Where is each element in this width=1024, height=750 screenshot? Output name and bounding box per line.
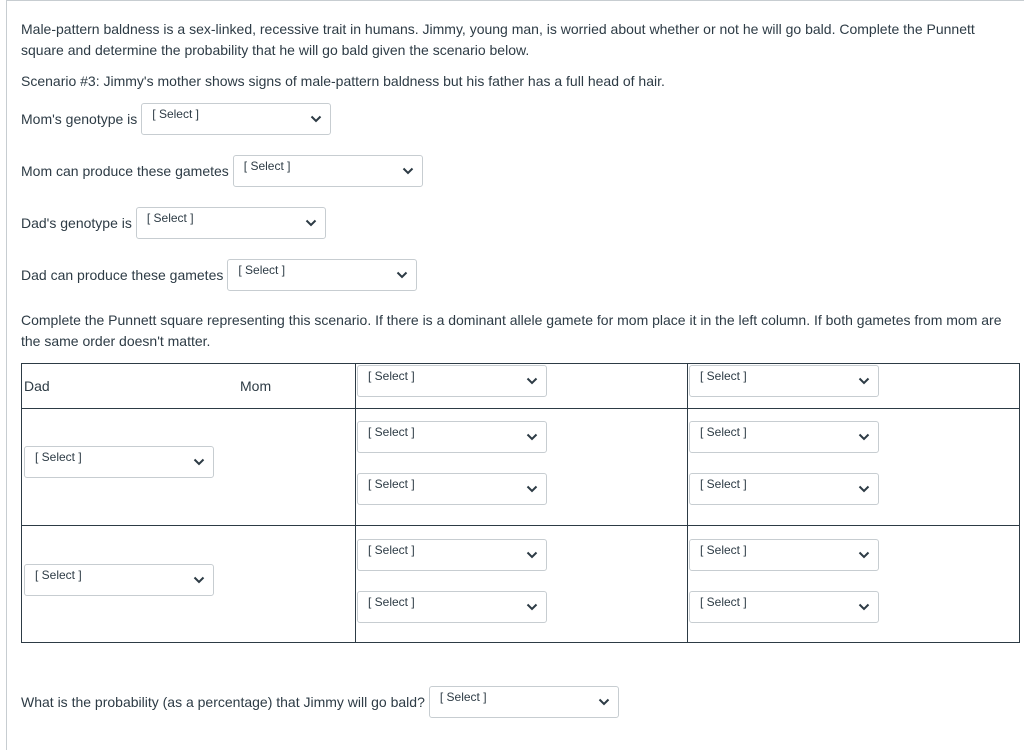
select-value: [ Select ] [700, 543, 747, 557]
probability-row [21, 686, 619, 718]
grid-line [687, 364, 688, 642]
select-value: [ Select ] [368, 477, 415, 491]
chevron-down-icon [858, 376, 870, 386]
chevron-down-icon [402, 166, 414, 176]
mom-genotype-label: Mom's genotype is [21, 111, 138, 127]
dad-gametes-label: Dad can produce these gametes [21, 267, 224, 283]
grid-line [22, 408, 1019, 409]
mom-gametes-label: Mom can produce these gametes [21, 163, 229, 179]
grid-line [22, 525, 1019, 526]
chevron-down-icon [526, 376, 538, 386]
select-value: [ Select ] [700, 477, 747, 491]
dad-gamete-1-select[interactable] [24, 446, 214, 478]
offspring-r1c1-allele-1-select[interactable] [357, 421, 547, 453]
select-value: [ Select ] [700, 425, 747, 439]
chevron-down-icon [858, 602, 870, 612]
select-value: [ Select ] [368, 425, 415, 439]
dad-genotype-row [21, 207, 326, 239]
select-value: [ Select ] [35, 450, 82, 464]
probability-select[interactable] [429, 686, 619, 718]
offspring-r2c1-allele-1-select[interactable] [357, 539, 547, 571]
mom-gametes-select[interactable] [233, 155, 423, 187]
question-intro: Male-pattern baldness is a sex-linked, recessive trait in humans. Jimmy, young man, is worried about whether or not he will go bald. Complete the Punnett square and determine the probability that he will go bald given the scenario below. [21, 21, 975, 58]
dad-genotype-select[interactable] [136, 207, 326, 239]
chevron-down-icon [193, 575, 205, 585]
select-value: [ Select ] [368, 595, 415, 609]
select-value: [ Select ] [243, 159, 291, 173]
select-value: [ Select ] [152, 107, 199, 121]
dad-gametes-select[interactable] [227, 259, 417, 291]
chevron-down-icon [396, 270, 408, 280]
chevron-down-icon [858, 550, 870, 560]
punnett-square [21, 363, 1020, 643]
scenario-text: Scenario #3: Jimmy's mother shows signs of male-pattern baldness but his father has a full head of hair. [21, 73, 665, 89]
select-value: [ Select ] [35, 568, 82, 582]
select-value: [ Select ] [368, 543, 415, 557]
select-value: [ Select ] [368, 369, 415, 383]
dad-gamete-2-select[interactable] [24, 564, 214, 596]
chevron-down-icon [526, 432, 538, 442]
chevron-down-icon [526, 602, 538, 612]
offspring-r2c1-allele-2-select[interactable] [357, 591, 547, 623]
offspring-r1c2-allele-1-select[interactable] [689, 421, 879, 453]
dad-genotype-label: Dad's genotype is [21, 215, 132, 231]
chevron-down-icon [305, 218, 317, 228]
probability-label: What is the probability (as a percentage) that Jimmy will go bald? [21, 694, 425, 710]
chevron-down-icon [310, 114, 322, 124]
punnett-instructions: Complete the Punnett square representing this scenario. If there is a dominant allele gamete for mom place it in the left column. If both gametes from mom are the same order doesn't matter. [21, 312, 1002, 349]
mom-gametes-row [21, 155, 423, 187]
chevron-down-icon [526, 550, 538, 560]
select-value: [ Select ] [238, 263, 286, 277]
mom-gamete-2-select[interactable] [689, 365, 879, 397]
grid-line [355, 364, 356, 642]
offspring-r1c1-allele-2-select[interactable] [357, 473, 547, 505]
select-value: [ Select ] [700, 595, 747, 609]
chevron-down-icon [858, 484, 870, 494]
mom-header: Mom [240, 378, 272, 394]
chevron-down-icon [193, 457, 205, 467]
select-value: [ Select ] [146, 211, 194, 225]
dad-header: Dad [24, 378, 50, 394]
offspring-r2c2-allele-2-select[interactable] [689, 591, 879, 623]
chevron-down-icon [526, 484, 538, 494]
chevron-down-icon [598, 697, 610, 707]
select-value: [ Select ] [439, 690, 487, 704]
select-value: [ Select ] [700, 369, 747, 383]
offspring-r2c2-allele-1-select[interactable] [689, 539, 879, 571]
mom-genotype-row [21, 103, 331, 135]
mom-genotype-select[interactable] [141, 103, 331, 135]
mom-gamete-1-select[interactable] [357, 365, 547, 397]
chevron-down-icon [858, 432, 870, 442]
offspring-r1c2-allele-2-select[interactable] [689, 473, 879, 505]
dad-gametes-row [21, 259, 417, 291]
